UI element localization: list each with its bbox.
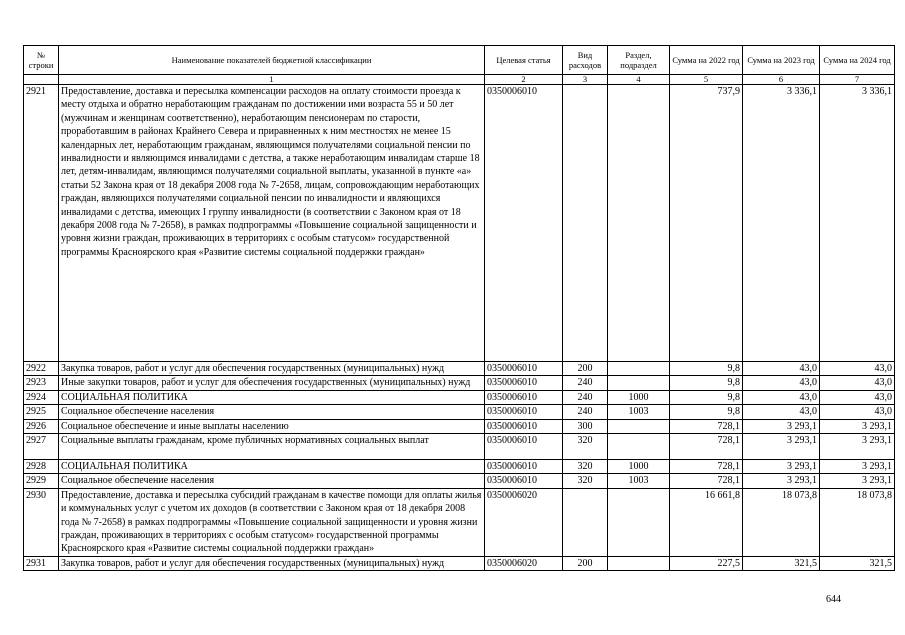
row-name: Социальные выплаты гражданам, кроме публичных нормативных социальных выплат — [59, 434, 485, 460]
row-sum-2022: 227,5 — [670, 556, 743, 570]
column-number: 2 — [485, 75, 563, 85]
column-number — [24, 75, 59, 85]
row-target: 0350006010 — [485, 405, 563, 419]
row-sum-2022: 9,8 — [670, 362, 743, 376]
row-sum-2022: 728,1 — [670, 460, 743, 474]
row-name: Социальное обеспечение населения — [59, 474, 485, 488]
row-section — [608, 434, 670, 460]
header-target: Целевая статья — [485, 46, 563, 75]
row-sum-2024: 43,0 — [820, 376, 895, 390]
row-expense-type — [563, 85, 608, 362]
row-target: 0350006010 — [485, 474, 563, 488]
column-number: 3 — [563, 75, 608, 85]
table-row — [24, 434, 895, 460]
row-target: 0350006020 — [485, 488, 563, 556]
row-target: 0350006010 — [485, 85, 563, 362]
row-name: Предоставление, доставка и пересылка компенсации расходов на оплату стоимости проезда к месту отдыха и обратно неработающим гражданам по достижении ими возраста 55 и 50 лет (мужчинам и женщинам соответственно), неработающим пенсионерам по старости, проработавшим в районах Крайнего Севера и приравненных к ним местностях не менее 15 календарных лет, неработающим гражданам, являющимся получателями социальной пенсии по инвалидности и являющимся инвалидами с детства, а также неработающим инвалидам старше 18 лет, детям-инвалидам, являющимся получателями социальной выплаты, указанной в пункте «а» статьи 52 Закона края от 18 декабря 2008 года № 7-2658, лицам, сопровождающим неработающих граждан, являющихся получателями социальной пенсии по инвалидности и являющихся инвалидами с детства, имеющих I группу инвалидности (в соответствии с Законом края от 18 декабря 2008 года № 7-2658), в рамках подпрограммы «Повышение социальной защищенности и уровня жизни граждан, проживающих в территориях с особым статусом» государственной программы Красноярского края «Развитие системы социальной поддержки граждан» — [59, 85, 485, 362]
row-target: 0350006010 — [485, 419, 563, 433]
row-expense-type: 320 — [563, 460, 608, 474]
row-section — [608, 419, 670, 433]
row-sum-2023: 3 293,1 — [743, 460, 820, 474]
header-name: Наименование показателей бюджетной классификации — [59, 46, 485, 75]
table-body — [24, 85, 895, 571]
row-name: СОЦИАЛЬНАЯ ПОЛИТИКА — [59, 390, 485, 404]
row-name: Иные закупки товаров, работ и услуг для обеспечения государственных (муниципальных) нужд — [59, 376, 485, 390]
header-sum-2024: Сумма на 2024 год — [820, 46, 895, 75]
row-sum-2022: 9,8 — [670, 390, 743, 404]
row-sum-2023: 3 293,1 — [743, 434, 820, 460]
row-expense-type: 240 — [563, 390, 608, 404]
row-sum-2023: 43,0 — [743, 376, 820, 390]
row-sum-2024: 3 293,1 — [820, 434, 895, 460]
row-name: Социальное обеспечение и иные выплаты населению — [59, 419, 485, 433]
header-expense-type: Вид расходов — [563, 46, 608, 75]
column-number: 1 — [59, 75, 485, 85]
row-sum-2023: 3 293,1 — [743, 474, 820, 488]
row-number: 2925 — [24, 405, 59, 419]
row-sum-2024: 3 293,1 — [820, 419, 895, 433]
row-section: 1003 — [608, 405, 670, 419]
row-number: 2931 — [24, 556, 59, 570]
column-number: 7 — [820, 75, 895, 85]
table-row — [24, 488, 895, 556]
row-number: 2924 — [24, 390, 59, 404]
row-sum-2022: 728,1 — [670, 419, 743, 433]
column-number-row — [24, 75, 895, 85]
row-sum-2023: 43,0 — [743, 362, 820, 376]
row-sum-2023: 321,5 — [743, 556, 820, 570]
row-number: 2923 — [24, 376, 59, 390]
table-row — [24, 474, 895, 488]
table-row — [24, 85, 895, 362]
row-name: Закупка товаров, работ и услуг для обеспечения государственных (муниципальных) нужд — [59, 556, 485, 570]
row-expense-type: 300 — [563, 419, 608, 433]
table-row — [24, 376, 895, 390]
row-sum-2024: 3 293,1 — [820, 474, 895, 488]
row-sum-2024: 18 073,8 — [820, 488, 895, 556]
row-sum-2024: 43,0 — [820, 362, 895, 376]
row-sum-2024: 43,0 — [820, 405, 895, 419]
row-section: 1003 — [608, 474, 670, 488]
row-number: 2926 — [24, 419, 59, 433]
row-target: 0350006010 — [485, 434, 563, 460]
row-section: 1000 — [608, 390, 670, 404]
row-section — [608, 556, 670, 570]
row-target: 0350006010 — [485, 376, 563, 390]
row-target: 0350006010 — [485, 362, 563, 376]
table-row — [24, 460, 895, 474]
row-number: 2922 — [24, 362, 59, 376]
row-target: 0350006010 — [485, 390, 563, 404]
table-row — [24, 405, 895, 419]
header-sum-2023: Сумма на 2023 год — [743, 46, 820, 75]
table-row — [24, 556, 895, 570]
row-number: 2930 — [24, 488, 59, 556]
row-section: 1000 — [608, 460, 670, 474]
row-expense-type: 240 — [563, 405, 608, 419]
header-sum-2022: Сумма на 2022 год — [670, 46, 743, 75]
row-expense-type: 240 — [563, 376, 608, 390]
row-number: 2929 — [24, 474, 59, 488]
row-target: 0350006020 — [485, 556, 563, 570]
column-number: 5 — [670, 75, 743, 85]
row-sum-2023: 18 073,8 — [743, 488, 820, 556]
row-sum-2023: 3 336,1 — [743, 85, 820, 362]
row-sum-2024: 43,0 — [820, 390, 895, 404]
row-target: 0350006010 — [485, 460, 563, 474]
row-sum-2022: 9,8 — [670, 405, 743, 419]
row-sum-2024: 3 336,1 — [820, 85, 895, 362]
column-number: 6 — [743, 75, 820, 85]
row-sum-2024: 321,5 — [820, 556, 895, 570]
row-sum-2022: 728,1 — [670, 474, 743, 488]
row-sum-2022: 16 661,8 — [670, 488, 743, 556]
row-name: Социальное обеспечение населения — [59, 405, 485, 419]
row-name: Предоставление, доставка и пересылка субсидий гражданам в качестве помощи для оплаты жилья и коммунальных услуг с учетом их доходов (в соответствии с Законом края от 18 декабря 2008 года № 7-2658) в рамках подпрограммы «Повышение социальной защищенности и уровня жизни граждан, проживающих в территориях с особым статусом» государственной программы Красноярского края «Развитие системы социальной поддержки граждан» — [59, 488, 485, 556]
header-section: Раздел, подраздел — [608, 46, 670, 75]
row-section — [608, 362, 670, 376]
row-expense-type: 200 — [563, 556, 608, 570]
row-expense-type — [563, 488, 608, 556]
row-number: 2927 — [24, 434, 59, 460]
row-section — [608, 85, 670, 362]
header-row-number: № строки — [24, 46, 59, 75]
row-sum-2023: 3 293,1 — [743, 419, 820, 433]
column-number: 4 — [608, 75, 670, 85]
row-sum-2023: 43,0 — [743, 390, 820, 404]
row-sum-2022: 9,8 — [670, 376, 743, 390]
row-number: 2921 — [24, 85, 59, 362]
page-number: 644 — [826, 594, 841, 605]
row-number: 2928 — [24, 460, 59, 474]
row-expense-type: 200 — [563, 362, 608, 376]
row-expense-type: 320 — [563, 474, 608, 488]
row-section — [608, 488, 670, 556]
row-sum-2022: 728,1 — [670, 434, 743, 460]
row-sum-2024: 3 293,1 — [820, 460, 895, 474]
row-section — [608, 376, 670, 390]
table-header — [24, 46, 895, 85]
row-name: СОЦИАЛЬНАЯ ПОЛИТИКА — [59, 460, 485, 474]
table-row — [24, 362, 895, 376]
row-sum-2023: 43,0 — [743, 405, 820, 419]
table-row — [24, 390, 895, 404]
budget-table — [23, 45, 895, 571]
row-sum-2022: 737,9 — [670, 85, 743, 362]
row-name: Закупка товаров, работ и услуг для обеспечения государственных (муниципальных) нужд — [59, 362, 485, 376]
table-row — [24, 419, 895, 433]
row-expense-type: 320 — [563, 434, 608, 460]
